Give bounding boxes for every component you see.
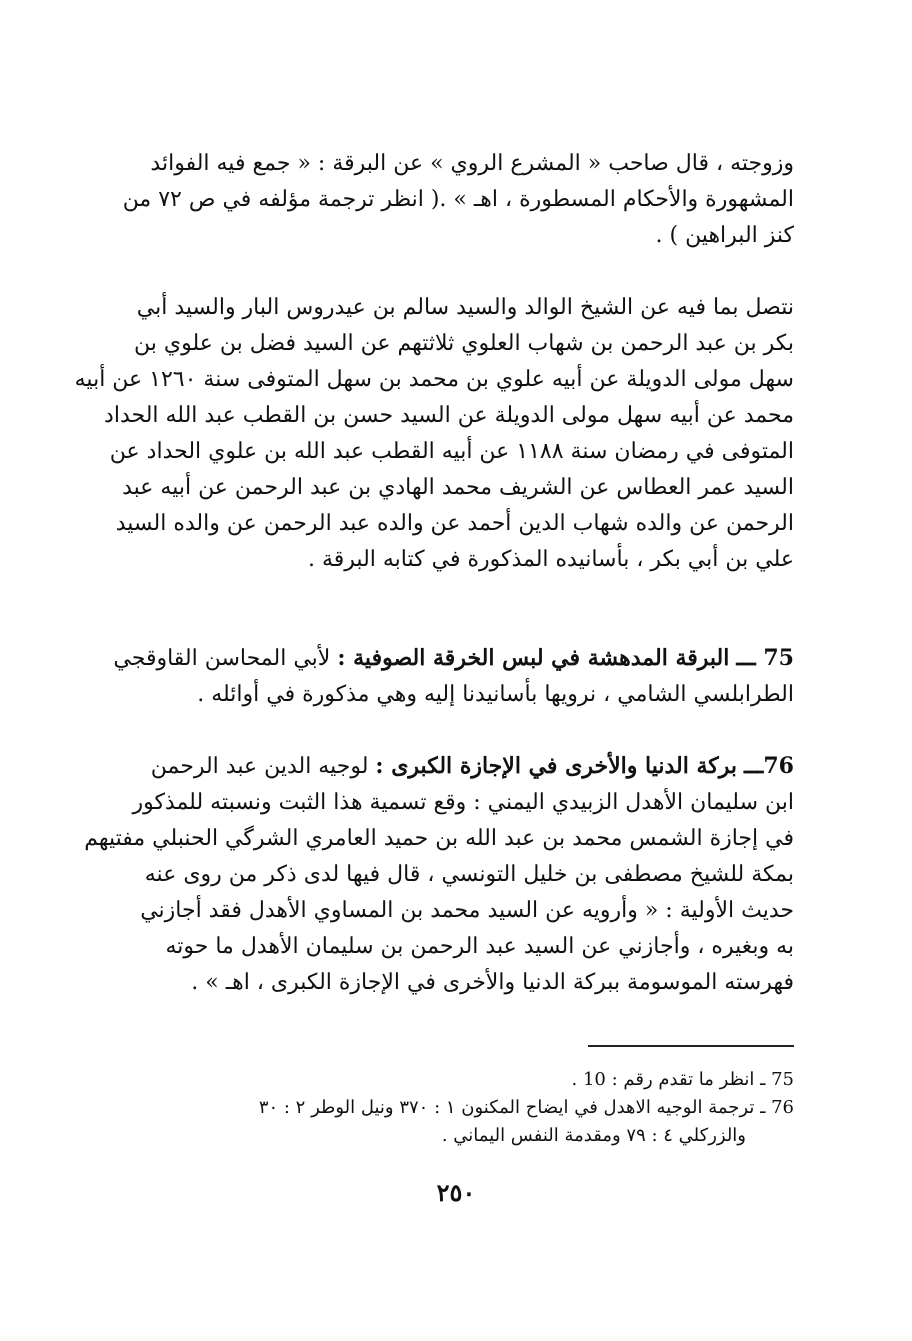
entry-author: لوجيه الدين عبد الرحمن — [150, 754, 369, 779]
text-line: الرحمن عن والده شهاب الدين أحمد عن والده عبد الرحمن عن والده السيد — [115, 511, 794, 536]
paragraph-2 — [74, 290, 794, 578]
text-line: فهرسته الموسومة ببركة الدنيا والأخرى في الإجازة الكبرى ، اهـ » . — [191, 970, 794, 995]
entry-75 — [113, 640, 794, 713]
text-line: المتوفى في رمضان سنة ١١٨٨ عن أبيه القطب عبد الله بن علوي الحداد عن — [109, 439, 794, 464]
entry-title: البرقة المدهشة في لبس الخرقة الصوفية : — [337, 645, 730, 671]
text-line: في إجازة الشمس محمد بن عبد الله بن حميد العامري الشرگي الحنبلي مفتيهم — [84, 826, 794, 851]
text-line: المشهورة والأحكام المسطورة ، اهـ » .( انظر ترجمة مؤلفه في ص ٧٢ من — [122, 187, 794, 212]
text-line: حديث الأولية : « وأرويه عن السيد محمد بن المساوي الأهدل فقد أجازني — [140, 898, 794, 923]
entry-heading-line — [113, 640, 794, 677]
text-line: علي بن أبي بكر ، بأسانيده المذكورة في كتابه البرقة . — [308, 547, 794, 572]
text-line: محمد عن أبيه سهل مولى الدويلة عن السيد حسن بن القطب عبد الله الحداد — [104, 403, 794, 428]
footnote-75: 75 ـ انظر ما تقدم رقم : 10 . — [571, 1069, 794, 1090]
text-line: كنز البراهين ) . — [655, 223, 794, 248]
entry-author: لأبي المحاسن القاوقجي — [113, 646, 331, 671]
footnote-76: 76 ـ ترجمة الوجيه الاهدل في ايضاح المكنون ١ : ٣٧٠ ونيل الوطر ٢ : ٣٠ — [258, 1097, 794, 1118]
text-line: سهل مولى الدويلة عن أبيه علوي بن محمد بن سهل المتوفى سنة ١٢٦٠ عن أبيه — [74, 367, 794, 392]
page-number: ٢٥٠ — [436, 1178, 476, 1207]
paragraph-1 — [122, 146, 794, 254]
text-line: بمكة للشيخ مصطفى بن خليل التونسي ، قال فيها لدى ذكر من روى عنه — [144, 862, 794, 887]
text-line: السيد عمر العطاس عن الشريف محمد الهادي بن عبد الرحمن عن أبيه عبد — [122, 475, 794, 500]
text-line: بكر بن عبد الرحمن بن شهاب العلوي ثلاثتهم عن السيد فضل بن علوي بن — [134, 331, 794, 356]
text-line: ابن سليمان الأهدل الزبيدي اليمني : وقع تسمية هذا الثبت ونسبته للمذكور — [132, 790, 794, 815]
footnote-76-continued: والزركلي ٤ : ٧٩ ومقدمة النفس اليماني . — [441, 1125, 746, 1146]
entry-heading-line — [128, 748, 794, 785]
text-line: به وبغيره ، وأجازني عن السيد عبد الرحمن بن سليمان الأهدل ما حوته — [165, 934, 794, 959]
footnote-divider — [588, 1045, 794, 1047]
text-line: نتصل بما فيه عن الشيخ الوالد والسيد سالم بن عيدروس البار والسيد أبي — [136, 295, 794, 320]
entry-title: بركة الدنيا والأخرى في الإجازة الكبرى : — [375, 753, 738, 779]
entry-number: 75 ـــ — [736, 645, 794, 671]
text-line: وزوجته ، قال صاحب « المشرع الروي » عن البرقة : « جمع فيه الفوائد — [150, 151, 794, 176]
text-line: الطرابلسي الشامي ، نرويها بأسانيدنا إليه وهي مذكورة في أوائله . — [197, 682, 794, 707]
entry-number: 76ـــ — [744, 753, 794, 779]
entry-76 — [84, 748, 794, 1001]
footnotes — [128, 1066, 794, 1150]
